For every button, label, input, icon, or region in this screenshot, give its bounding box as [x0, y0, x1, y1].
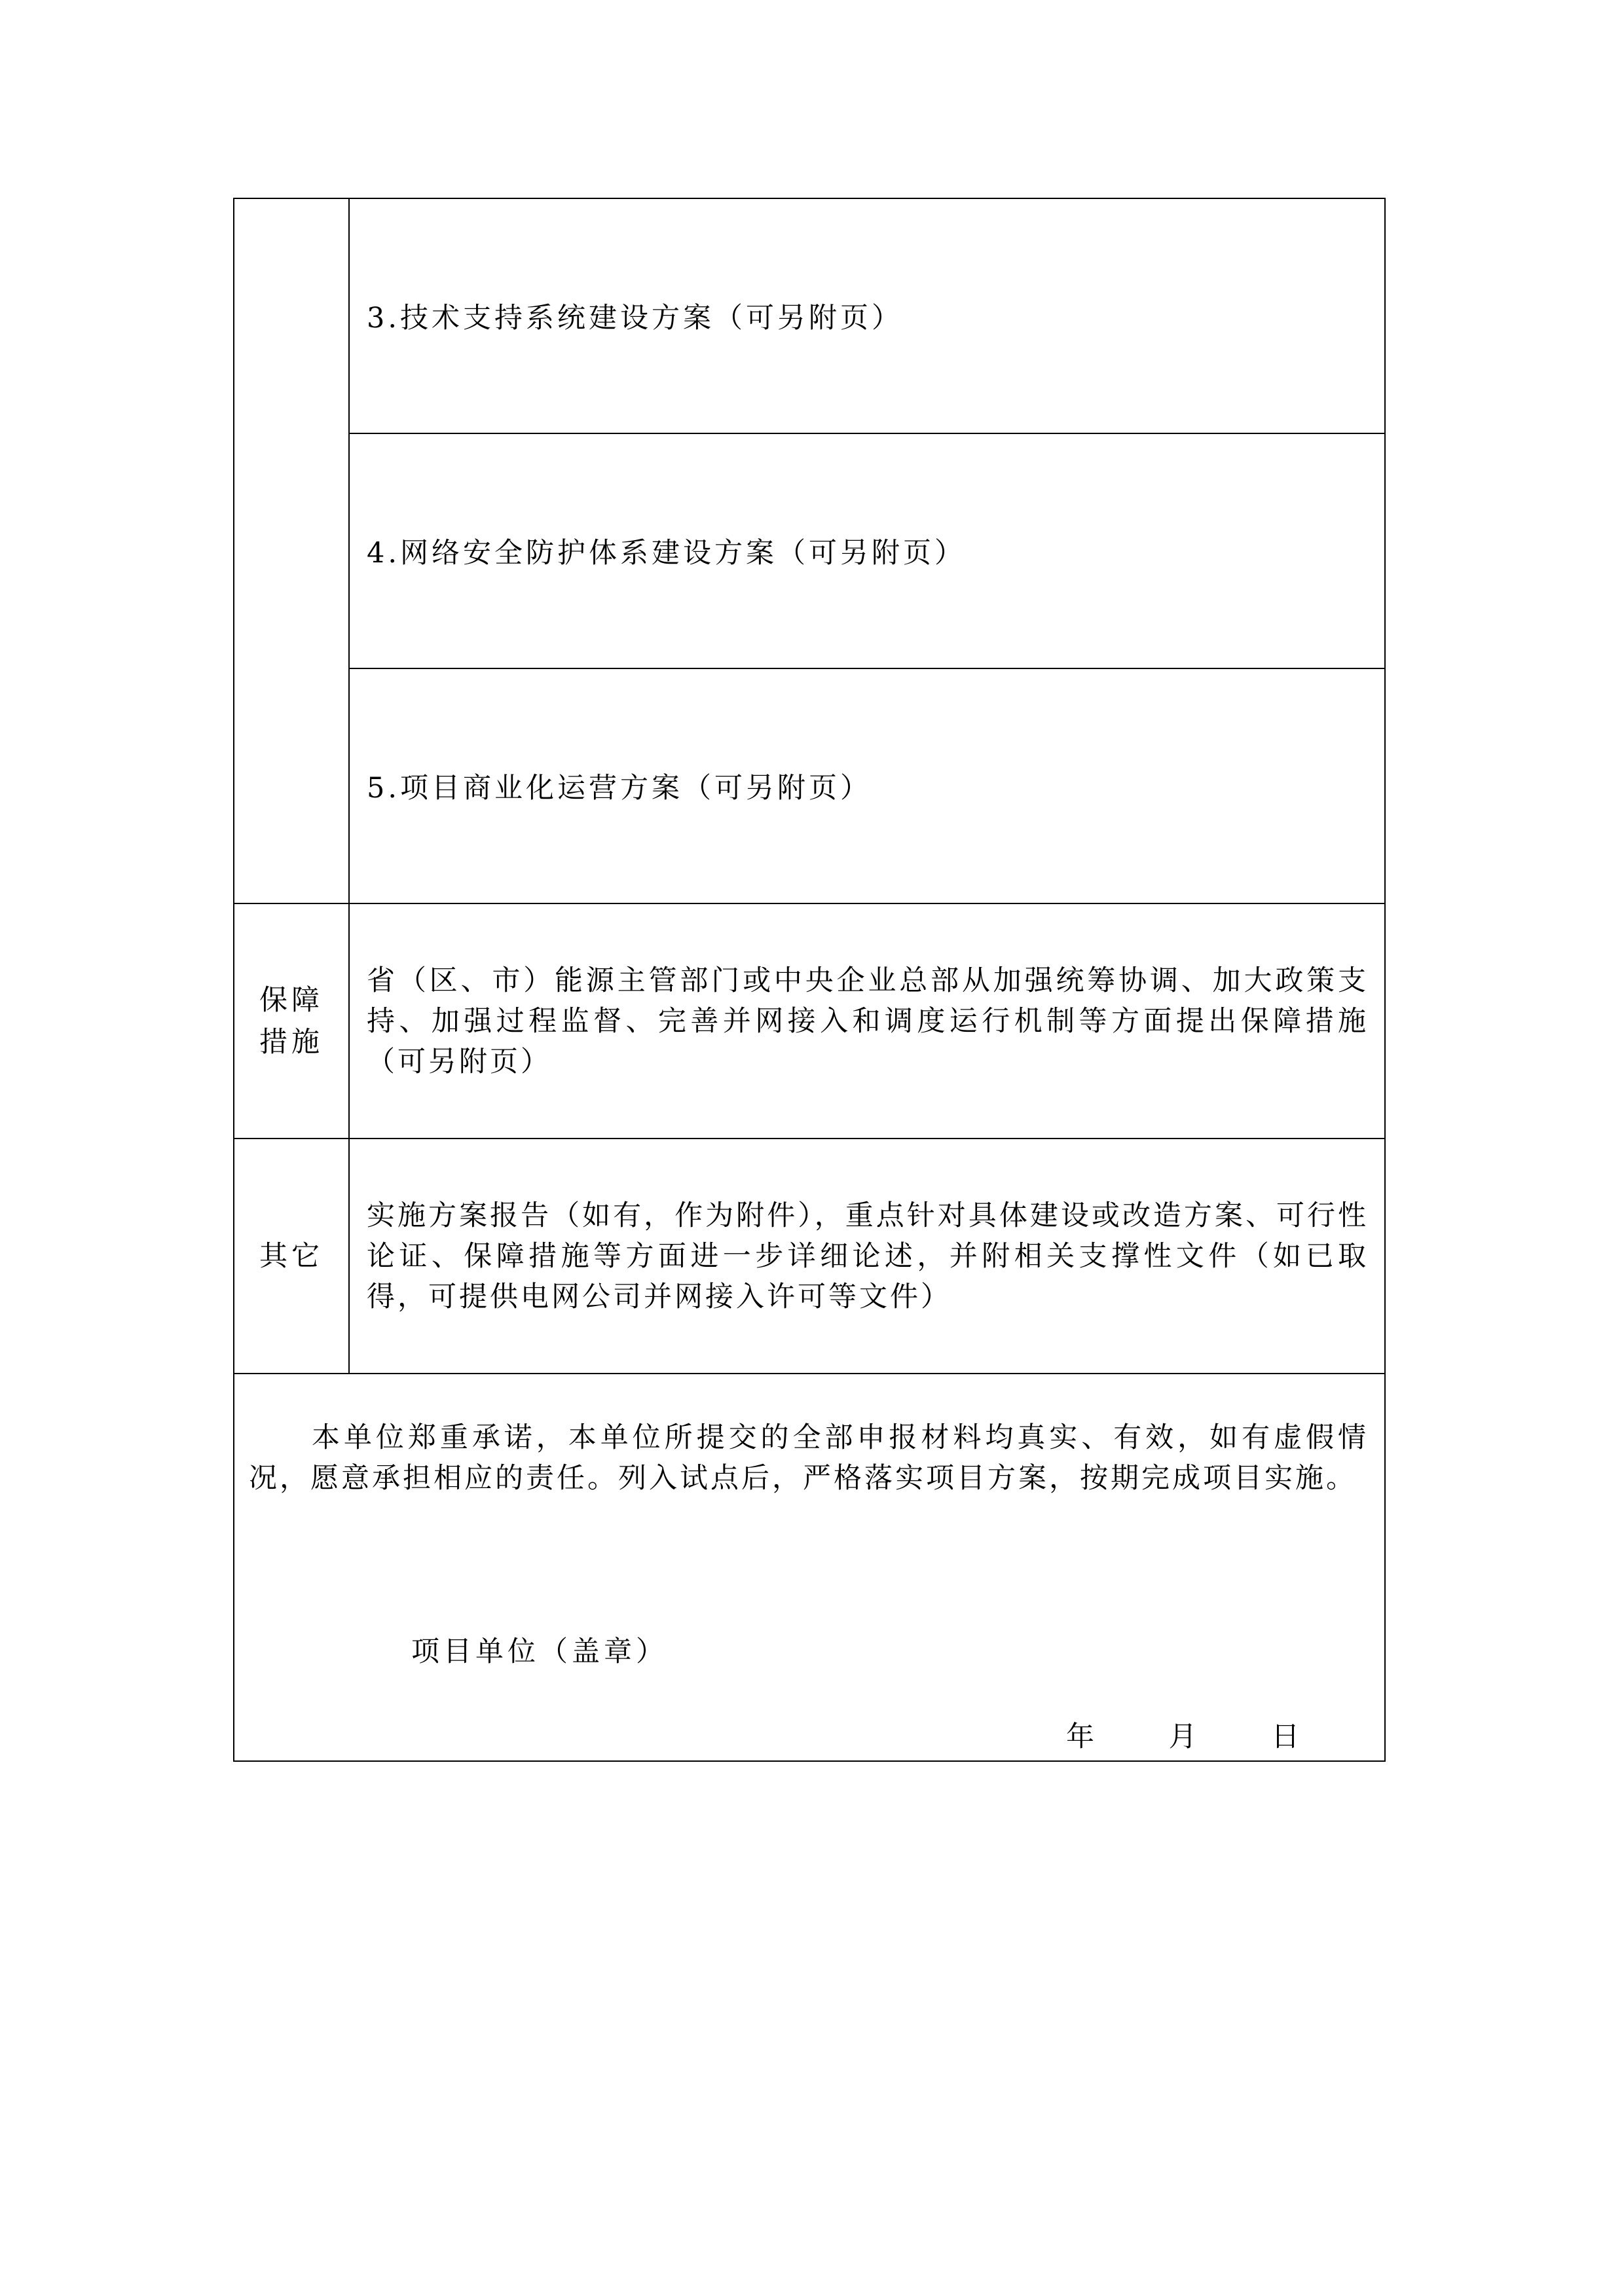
- plan-label-cell: [234, 198, 349, 903]
- other-label: 其它: [259, 1239, 323, 1273]
- date-year-label: 年: [1066, 1721, 1094, 1753]
- pledge-row: [234, 1374, 1385, 1761]
- seal-label: 项目单位（盖章）: [411, 1635, 668, 1668]
- guarantee-text: 省（区、市）能源主管部门或中央企业总部从加强统筹协调、加大政策支持、加强过程监督、完善并网接入和调度运行机制等方面提出保障措施（可另附页）: [367, 964, 1369, 1078]
- other-content-cell: [349, 1139, 1385, 1374]
- plan-cell: [349, 198, 1385, 433]
- date-month-label: 月: [1168, 1721, 1197, 1753]
- plan-row-tech-support: [234, 198, 1385, 433]
- other-text: 实施方案报告（如有，作为附件），重点针对具体建设或改造方案、可行性论证、保障措施等方面进一步详细论述，并附相关支撑性文件（如已取得，可提供电网公司并网接入许可等文件）: [367, 1199, 1369, 1313]
- date-day-label: 日: [1271, 1721, 1300, 1753]
- plan-cell: [349, 668, 1385, 903]
- application-form-table: [233, 198, 1386, 1762]
- guarantee-label-line1: 保障: [259, 983, 323, 1017]
- plan-row-network-security: [234, 433, 1385, 668]
- guarantee-content-cell: [349, 903, 1385, 1139]
- plan-tech-support-label: 3.技术支持系统建设方案（可另附页）: [367, 302, 904, 335]
- guarantee-label-cell: [234, 903, 349, 1139]
- guarantee-label-line2: 措施: [259, 1025, 323, 1059]
- plan-network-security-label: 4.网络安全防护体系建设方案（可另附页）: [367, 537, 967, 570]
- plan-commercial-operation-label: 5.项目商业化运营方案（可另附页）: [367, 772, 872, 805]
- other-row: [234, 1139, 1385, 1374]
- other-label-cell: [234, 1139, 349, 1374]
- date-line: [1066, 1715, 1299, 1755]
- pledge-cell: [234, 1374, 1385, 1761]
- plan-cell: [349, 433, 1385, 668]
- plan-row-commercial-operation: [234, 668, 1385, 903]
- guarantee-row: [234, 903, 1385, 1139]
- pledge-text: 本单位郑重承诺，本单位所提交的全部申报材料均真实、有效，如有虚假情况，愿意承担相应的责任。列入试点后，严格落实项目方案，按期完成项目实施。: [249, 1421, 1369, 1495]
